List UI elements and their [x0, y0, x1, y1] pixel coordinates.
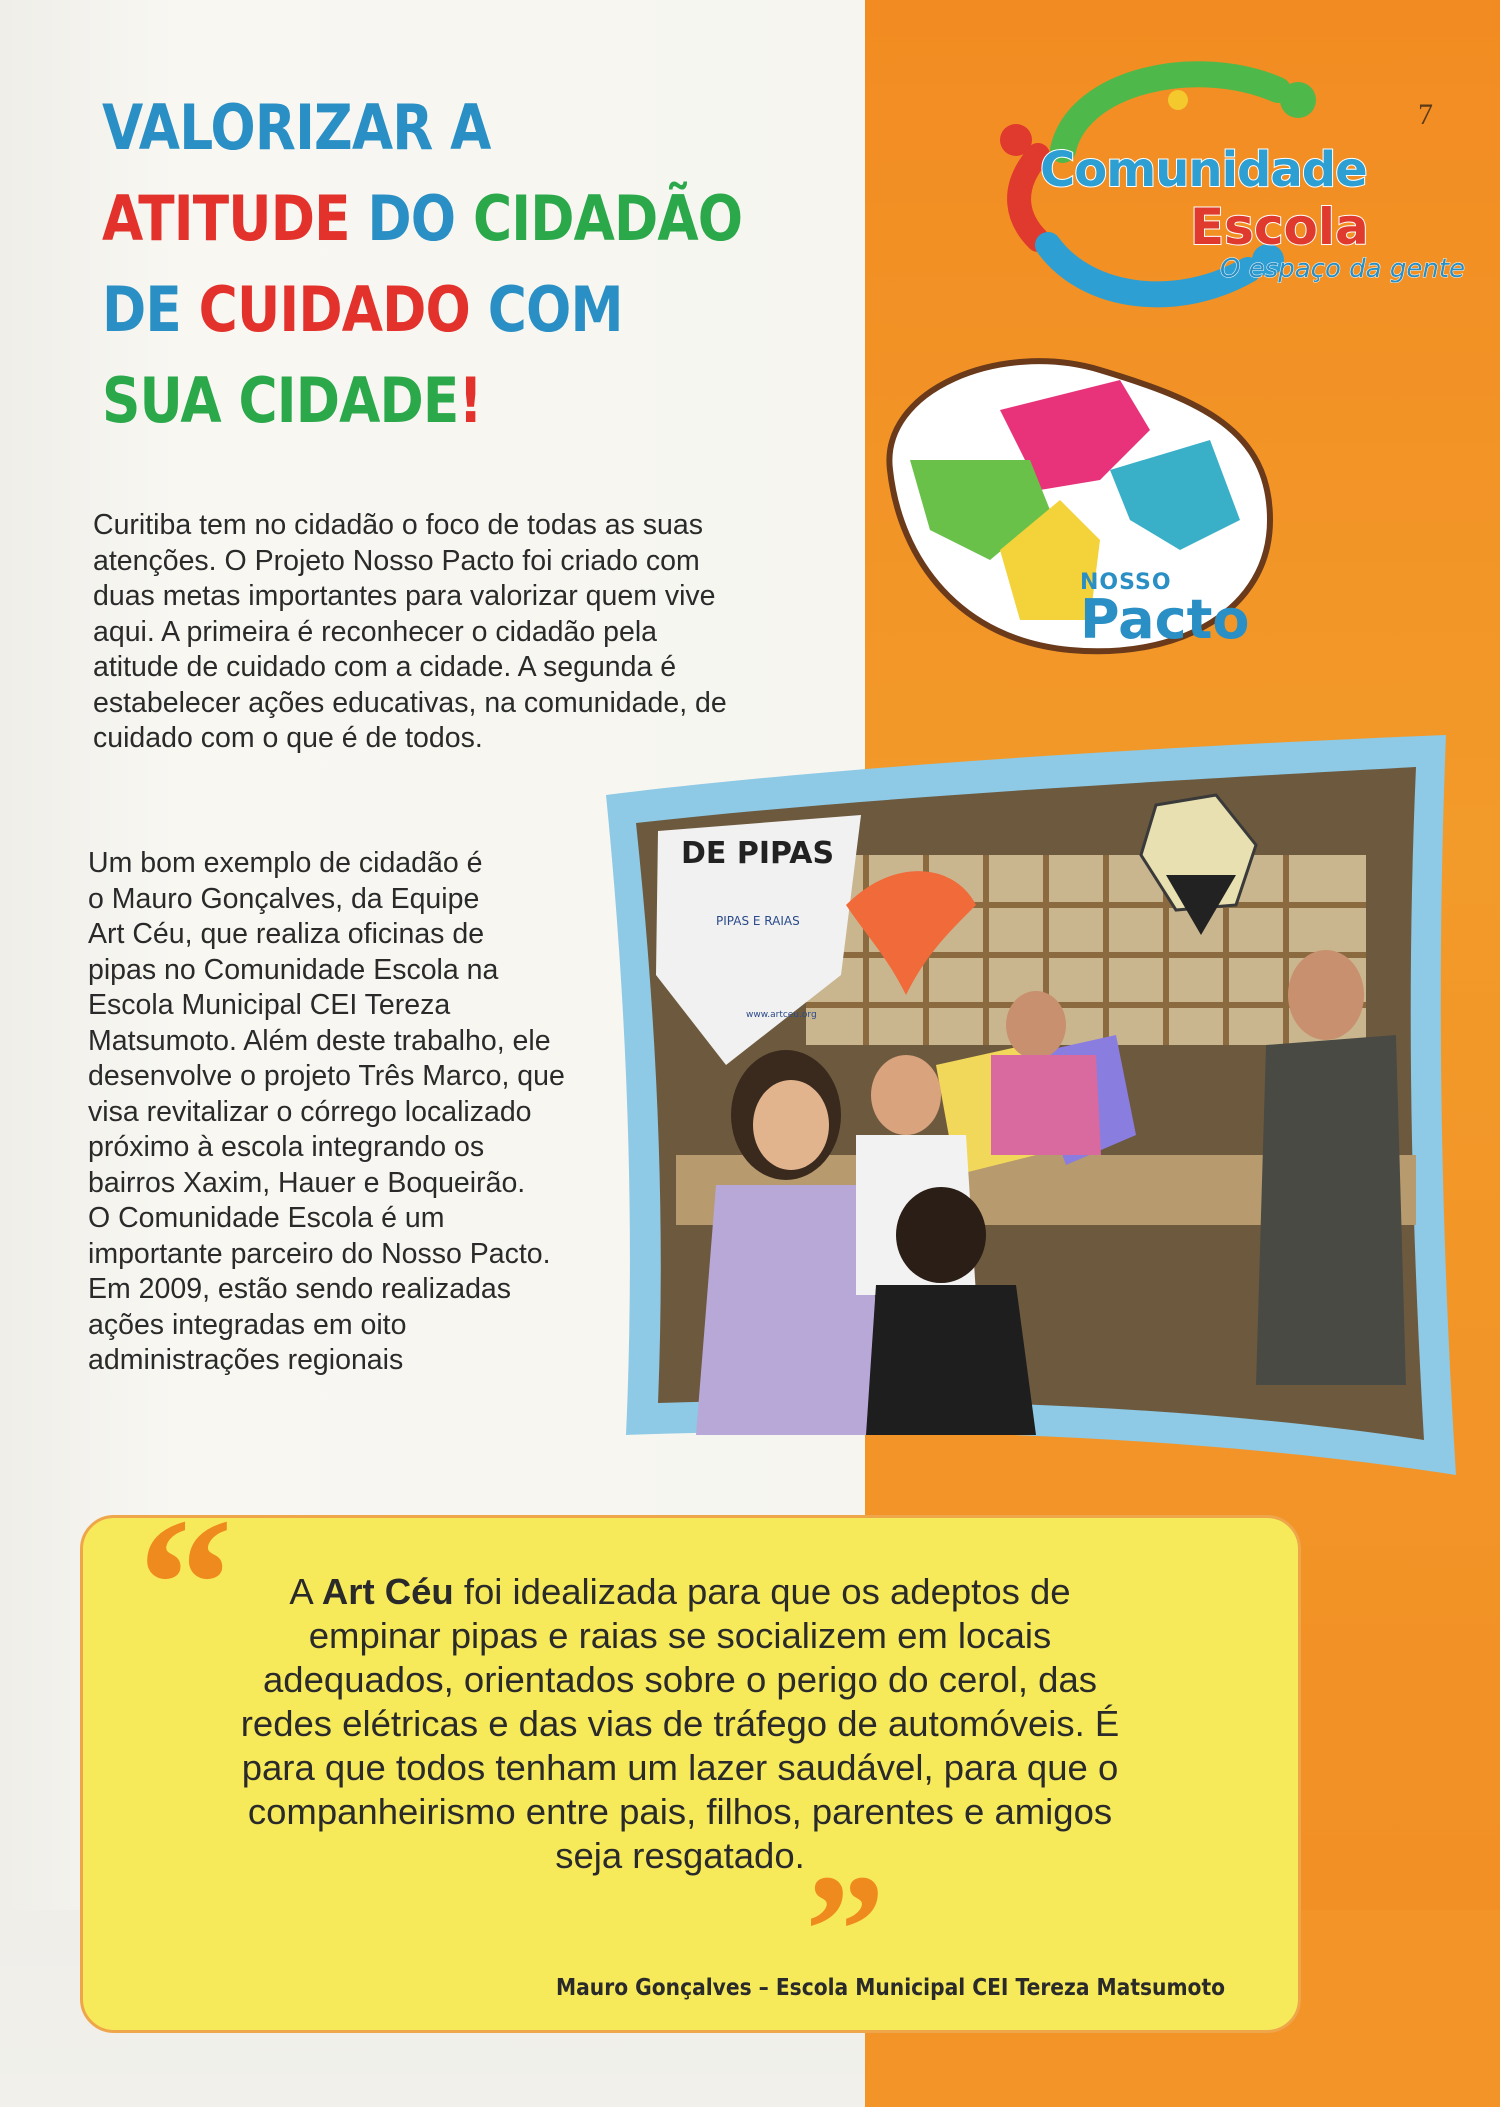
- paragraph-line: o Mauro Gonçalves, da Equipe: [88, 882, 480, 915]
- headline-word: ATITUDE: [102, 182, 350, 255]
- paragraph-line: estabelecer ações educativas, na comunidade, de: [93, 686, 727, 719]
- paragraph-line: próximo à escola integrando os: [88, 1131, 485, 1163]
- photo-banner-text: DE PIPAS: [681, 836, 835, 871]
- photo-kite-label: PIPAS E RAIAS: [716, 914, 800, 928]
- quote-mark-open-icon: “: [138, 1480, 233, 1690]
- photo-person-boy-head: [896, 1187, 986, 1283]
- paragraph-line: importante parceiro do Nosso Pacto.: [88, 1237, 551, 1270]
- paragraph-intro: [93, 508, 853, 757]
- quote-line: redes elétricas e das vias de tráfego de automóveis. É: [240, 1703, 1120, 1744]
- paragraph-line: duas metas importantes para valorizar quem vive: [93, 580, 716, 612]
- logo-subtitle: Escola: [1190, 198, 1369, 256]
- logo-dot: [1168, 90, 1188, 110]
- quote-text: [140, 1570, 1220, 1878]
- headline-line-2: [102, 173, 756, 264]
- headline-line-1: [102, 82, 756, 173]
- quote-line: [140, 1570, 1220, 1614]
- quote-line: seja resgatado.: [555, 1835, 805, 1876]
- page-number: 7: [1418, 98, 1433, 131]
- paragraph-line: bairros Xaxim, Hauer e Boqueirão.: [88, 1166, 526, 1199]
- photo-person-man2-body: [1256, 1035, 1406, 1385]
- logo-nosso-label: NOSSO: [1080, 570, 1172, 595]
- paragraph-line: cuidado com o que é de todos.: [93, 722, 483, 754]
- paragraph-line: atenções. O Projeto Nosso Pacto foi criado com: [93, 544, 700, 577]
- paragraph-line: visa revitalizar o córrego localizado: [88, 1095, 532, 1128]
- quote-line: companheirismo entre pais, filhos, parentes e amigos: [247, 1791, 1113, 1832]
- paragraph-line: administrações regionais: [88, 1344, 404, 1376]
- logo-arc-green: [1063, 74, 1278, 150]
- headline-line-3: [102, 264, 756, 355]
- paragraph-line: Um bom exemplo de cidadão é: [88, 847, 483, 879]
- quote-line: para que todos tenham um lazer saudável, para que o: [241, 1747, 1119, 1788]
- logo-figure-head: [1280, 82, 1316, 118]
- photo-person-woman-body: [991, 1055, 1101, 1155]
- photo-kite-url: www.artceu.org: [746, 1010, 817, 1020]
- logo-pacto-label: Pacto: [1080, 588, 1250, 651]
- photo-person-boy-body: [866, 1285, 1036, 1435]
- quote-rest: foi idealizada para que os adeptos de: [453, 1571, 1071, 1612]
- photo-person-woman-face: [1006, 991, 1066, 1059]
- paragraph-line: Escola Municipal CEI Tereza: [88, 989, 451, 1021]
- paragraph-line: O Comunidade Escola é um: [88, 1202, 445, 1234]
- paragraph-line: pipas no Comunidade Escola na: [88, 953, 499, 986]
- paragraph-line: Em 2009, estão sendo realizadas: [88, 1273, 512, 1305]
- paragraph-example: [88, 846, 668, 1379]
- paragraph-line: Art Céu, que realiza oficinas de: [88, 918, 485, 950]
- headline-line-4: [102, 355, 756, 446]
- headline-word: DO: [349, 182, 473, 255]
- logo-title: Comunidade: [1040, 142, 1367, 198]
- paragraph-line: ações integradas em oito: [88, 1308, 407, 1341]
- quote-mark-close-icon: ”: [805, 1841, 885, 2019]
- logo-figure-head: [1000, 124, 1032, 156]
- logo-arc-red: [1019, 155, 1038, 240]
- photo-person-man-face: [871, 1055, 941, 1135]
- headline-word: VALORIZAR A: [102, 91, 491, 164]
- paragraph-line: desenvolve o projeto Três Marco, que: [88, 1060, 565, 1092]
- quote-bold-name: Art Céu: [321, 1571, 454, 1612]
- quote-line: adequados, orientados sobre o perigo do cerol, das: [263, 1659, 1097, 1700]
- paragraph-line: aqui. A primeira é reconhecer o cidadão pela: [93, 615, 658, 648]
- headline: [102, 82, 756, 446]
- logo-tagline: O espaço da gente: [1220, 254, 1466, 284]
- quote-attribution: Mauro Gonçalves – Escola Municipal CEI Tereza Matsumoto: [556, 1975, 1226, 2001]
- photo-person-girl-face: [753, 1080, 829, 1170]
- headline-word: SUA CIDADE: [102, 364, 459, 437]
- headline-word: !: [458, 364, 482, 437]
- paragraph-line: atitude de cuidado com a cidade. A segunda é: [93, 651, 677, 683]
- headline-word: CUIDADO: [198, 273, 471, 346]
- headline-word: COM: [470, 273, 623, 346]
- paragraph-line: Matsumoto. Além deste trabalho, ele: [88, 1024, 551, 1057]
- photo-frame: [596, 735, 1458, 1495]
- photo-person-man2-face: [1288, 950, 1364, 1040]
- headline-word: CIDADÃO: [472, 182, 743, 255]
- quote-prefix: A: [289, 1571, 322, 1612]
- headline-word: DE: [102, 273, 199, 346]
- paragraph-line: Curitiba tem no cidadão o foco de todas as suas: [93, 509, 703, 541]
- quote-line: empinar pipas e raias se socializem em locais: [308, 1615, 1052, 1656]
